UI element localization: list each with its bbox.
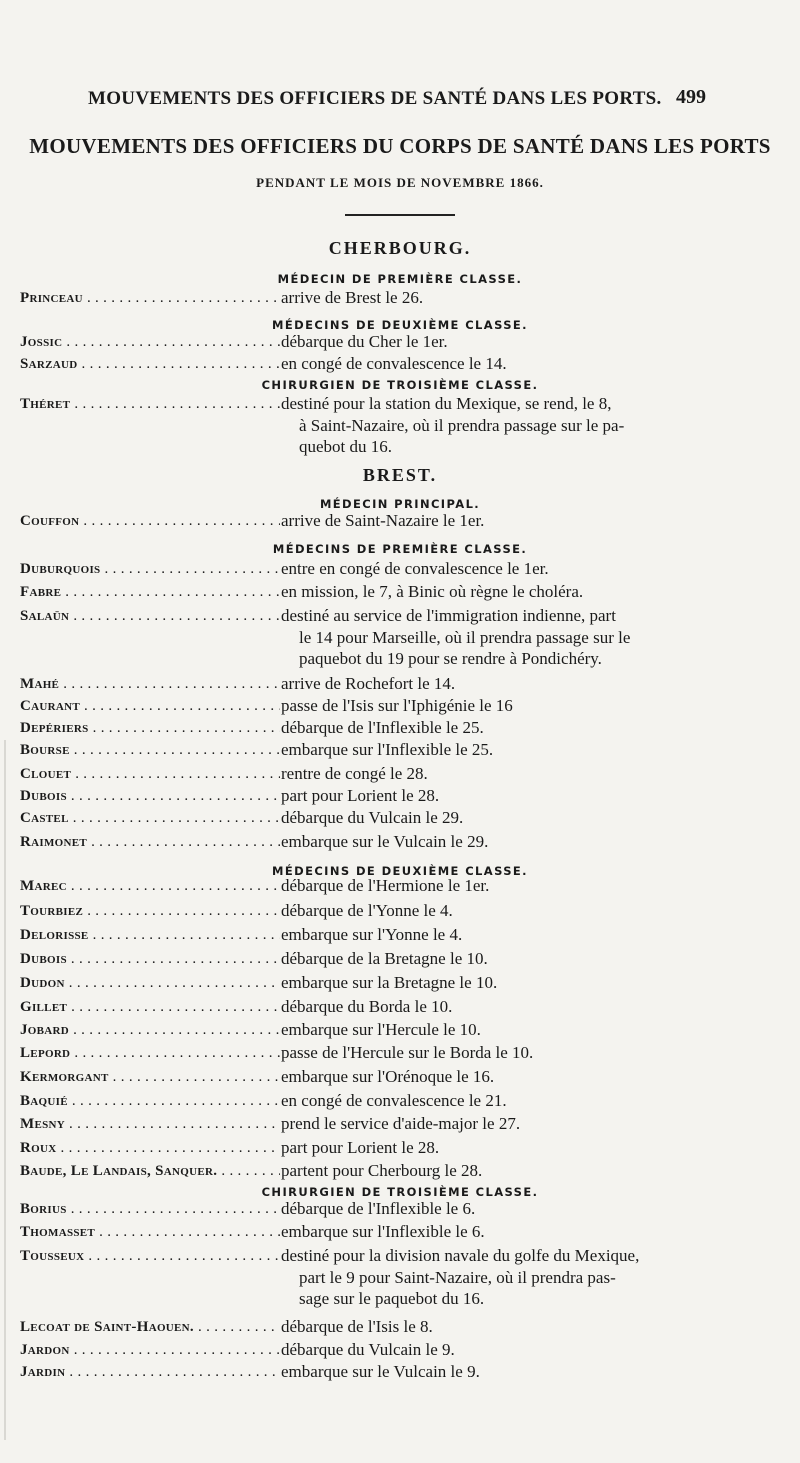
movement-text — [281, 785, 747, 807]
officer-name: Lepord . . . — [20, 1045, 280, 1062]
movement-text-line: en congé de convalescence le 14. — [281, 354, 507, 373]
movement-text — [281, 763, 747, 785]
section-city: BREST. — [362, 465, 438, 485]
movement-text-line: entre en congé de convalescence le 1er. — [281, 559, 549, 578]
movement-text — [281, 393, 747, 458]
officer-name: Clouet . . . — [20, 766, 280, 783]
officer-name: Salaün . . . — [20, 608, 280, 625]
movement-text-line: destiné au service de l'immigration indienne, part — [281, 606, 616, 625]
movement-text-line: embarque sur le Vulcain le 29. — [281, 832, 489, 851]
officer-name: Jardon . . . — [20, 1342, 280, 1359]
movement-text-continuation: à Saint-Nazaire, où il prendra passage sur le pa- — [299, 415, 625, 435]
movement-text-line: débarque de l'Inflexible le 25. — [281, 718, 484, 737]
movement-text — [281, 739, 747, 761]
movement-text-line: débarque du Vulcain le 29. — [281, 808, 464, 827]
movement-text-line: débarque de l'Yonne le 4. — [281, 901, 453, 920]
movement-text — [281, 695, 747, 717]
movement-text-line: destiné pour la division navale du golfe du Mexique, — [281, 1246, 640, 1265]
officer-name: Mahé . . . — [20, 676, 280, 693]
movement-text — [281, 1198, 747, 1220]
page-title: MOUVEMENTS DES OFFICIERS DU CORPS DE SANTÉ DANS LES PORTS — [29, 134, 771, 158]
officer-name: Dubois . . . — [20, 788, 280, 805]
movement-text-line: débarque de l'Inflexible le 6. — [281, 1199, 476, 1218]
officer-name: Marec . . . — [20, 878, 280, 895]
movement-text — [281, 1221, 747, 1243]
movement-text — [281, 1316, 747, 1338]
movement-text-line: prend le service d'aide-major le 27. — [281, 1114, 521, 1133]
page-number: 499 — [676, 86, 706, 108]
movement-text — [281, 287, 747, 309]
officer-name: Roux . . . — [20, 1140, 280, 1157]
movement-text-line: rentre de congé le 28. — [281, 764, 428, 783]
movement-text — [281, 996, 747, 1018]
officer-name: Lecoat de Saint-Haouen. . . . — [20, 1319, 280, 1336]
officer-name: Baquié . . . — [20, 1093, 280, 1110]
movement-text-line: en congé de convalescence le 21. — [281, 1091, 507, 1110]
movement-text-line: embarque sur l'Hercule le 10. — [281, 1020, 481, 1039]
movement-text-line: embarque sur le Vulcain le 9. — [281, 1362, 480, 1381]
movement-text — [281, 807, 747, 829]
officer-name: Princeau . . . — [20, 290, 280, 307]
movement-text-line: arrive de Rochefort le 14. — [281, 674, 456, 693]
officer-name: Kermorgant . . . — [20, 1069, 280, 1086]
page-subtitle: PENDANT LE MOIS DE NOVEMBRE 1866. — [256, 175, 544, 190]
movement-text — [281, 948, 747, 970]
movement-text — [281, 1339, 747, 1361]
movement-text — [281, 673, 747, 695]
movement-text — [281, 558, 747, 580]
movement-text-line: arrive de Saint-Nazaire le 1er. — [281, 511, 485, 530]
movement-text-line: embarque sur l'Orénoque le 16. — [281, 1067, 495, 1086]
movement-text — [281, 1361, 747, 1383]
officer-name: Jardin . . . — [20, 1364, 280, 1381]
rank-heading: MÉDECIN DE PREMIÈRE CLASSE. — [277, 272, 523, 286]
rank-heading: MÉDECINS DE DEUXIÈME CLASSE. — [272, 864, 528, 878]
movement-text-line: arrive de Brest le 26. — [281, 288, 424, 307]
movement-text — [281, 1042, 747, 1064]
movement-text-line: débarque du Cher le 1er. — [281, 332, 448, 351]
officer-name: Dudon . . . — [20, 975, 280, 992]
rank-heading: MÉDECINS DE DEUXIÈME CLASSE. — [272, 318, 528, 332]
movement-text — [281, 1137, 747, 1159]
movement-text-line: part pour Lorient le 28. — [281, 786, 440, 805]
officer-name: Jobard . . . — [20, 1022, 280, 1039]
officer-name: Castel . . . — [20, 810, 280, 827]
movement-text — [281, 581, 747, 603]
officer-name: Mesny . . . — [20, 1116, 280, 1133]
movement-text — [281, 875, 747, 897]
movement-text-line: embarque sur l'Inflexible le 6. — [281, 1222, 485, 1241]
movement-text-line: passe de l'Isis sur l'Iphigénie le 16 — [281, 696, 513, 715]
movement-text-line: partent pour Cherbourg le 28. — [281, 1161, 483, 1180]
rank-heading: MÉDECIN PRINCIPAL. — [319, 497, 481, 511]
movement-text-line: embarque sur l'Inflexible le 25. — [281, 740, 494, 759]
officer-name: Couffon . . . — [20, 513, 280, 530]
officer-name: Dubois . . . — [20, 951, 280, 968]
movement-text-line: destiné pour la station du Mexique, se rend, le 8, — [281, 394, 612, 413]
officer-name: Baude, Le Landais, Sanquer. . . . — [20, 1163, 280, 1180]
officer-name: Borius . . . — [20, 1201, 280, 1218]
officer-name: Bourse . . . — [20, 742, 280, 759]
movement-text-line: passe de l'Hercule sur le Borda le 10. — [281, 1043, 534, 1062]
movement-text-continuation: paquebot du 19 pour se rendre à Pondichéry. — [299, 649, 602, 668]
movement-text — [281, 353, 747, 375]
movement-text-line: débarque du Vulcain le 9. — [281, 1340, 455, 1359]
officer-name: Tousseux . . . — [20, 1248, 280, 1265]
movement-text-line: débarque du Borda le 10. — [281, 997, 453, 1016]
officer-name: Gillet . . . — [20, 999, 280, 1016]
movement-text-continuation: sage sur le paquebot du 16. — [299, 1289, 485, 1308]
movement-text-line: embarque sur la Bretagne le 10. — [281, 973, 498, 992]
movement-text — [281, 1160, 747, 1182]
officer-name: Fabre . . . — [20, 584, 280, 601]
movement-text — [281, 1113, 747, 1135]
movement-text-line: débarque de l'Hermione le 1er. — [281, 876, 490, 895]
movement-text-line: en mission, le 7, à Binic où règne le choléra. — [281, 582, 584, 601]
movement-text-continuation: quebot du 16. — [299, 437, 393, 456]
officer-name: Depériers . . . — [20, 720, 280, 737]
movement-text-continuation: le 14 pour Marseille, où il prendra passage sur le — [299, 627, 631, 647]
movement-text — [281, 331, 747, 353]
officer-name: Sarzaud . . . — [20, 356, 280, 373]
movement-text — [281, 717, 747, 739]
movement-text — [281, 1019, 747, 1041]
movement-text — [281, 900, 747, 922]
officer-name: Thomasset . . . — [20, 1224, 280, 1241]
movement-text-line: débarque de l'Isis le 8. — [281, 1317, 433, 1336]
movement-text-line: débarque de la Bretagne le 10. — [281, 949, 488, 968]
rank-heading: MÉDECINS DE PREMIÈRE CLASSE. — [272, 542, 528, 556]
movement-text-line: part pour Lorient le 28. — [281, 1138, 440, 1157]
title-rule — [345, 214, 455, 216]
movement-text — [281, 605, 747, 670]
movement-text — [281, 1066, 747, 1088]
movement-text — [281, 1090, 747, 1112]
officer-name: Raimonet . . . — [20, 834, 280, 851]
rank-heading: CHIRURGIEN DE TROISIÈME CLASSE. — [261, 378, 539, 392]
officer-name: Caurant . . . — [20, 698, 280, 715]
officer-name: Delorisse . . . — [20, 927, 280, 944]
movement-text — [281, 510, 747, 532]
movement-text — [281, 924, 747, 946]
movement-text — [281, 1245, 747, 1310]
officer-name: Théret . . . — [20, 396, 280, 413]
movement-text-continuation: part le 9 pour Saint-Nazaire, où il prendra pas- — [299, 1267, 616, 1287]
section-city: CHERBOURG. — [328, 238, 472, 258]
page-edge — [4, 740, 6, 1440]
movement-text — [281, 972, 747, 994]
officer-name: Tourbiez . . . — [20, 903, 280, 920]
movement-text-line: embarque sur l'Yonne le 4. — [281, 925, 463, 944]
officer-name: Jossic . . . — [20, 334, 280, 351]
rank-heading: CHIRURGIEN DE TROISIÈME CLASSE. — [261, 1185, 539, 1199]
movement-text — [281, 831, 747, 853]
running-head: MOUVEMENTS DES OFFICIERS DE SANTÉ DANS LES PORTS. — [88, 88, 662, 109]
officer-name: Duburquois . . . — [20, 561, 280, 578]
